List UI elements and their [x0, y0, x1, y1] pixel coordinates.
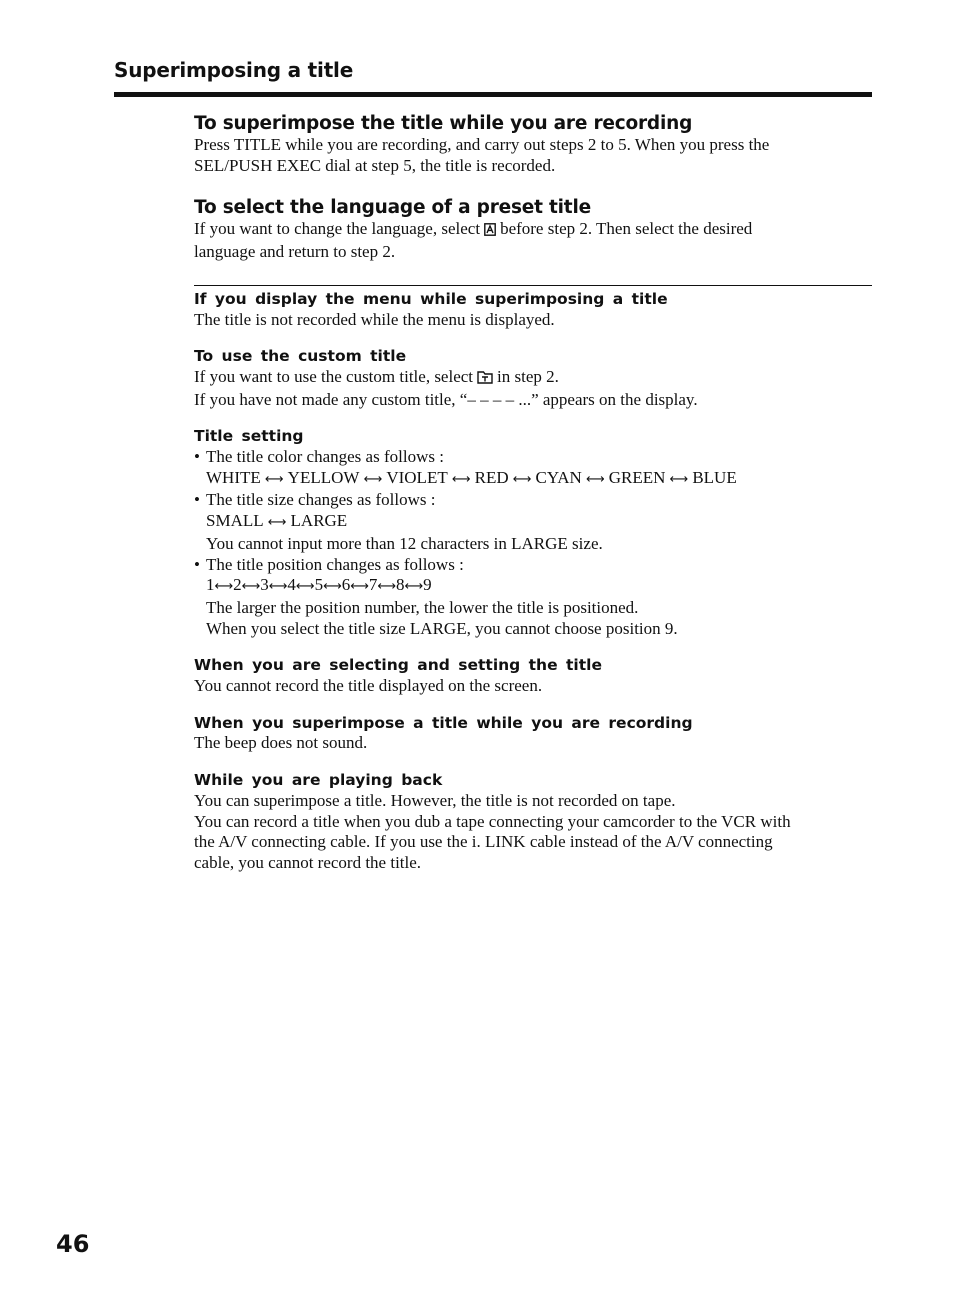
note-heading-superimpose-recording: When you superimpose a title while you are recording: [194, 713, 693, 732]
bullet-text: The title position changes as follows :: [206, 554, 464, 574]
position-note: When you select the title size LARGE, you cannot choose position 9.: [206, 618, 678, 638]
sequence-item: 6: [341, 575, 351, 595]
heading-select-language: To select the language of a preset title: [194, 197, 591, 219]
double-arrow-icon: ⟷: [350, 579, 369, 595]
header-rule: [114, 92, 872, 97]
text-span: before step 2. Then select the desired: [500, 219, 753, 239]
position-note: The larger the position number, the lower the title is positioned.: [206, 597, 639, 617]
bullet-item: [194, 490, 872, 511]
note-heading-selecting-setting: When you are selecting and setting the title: [194, 656, 602, 675]
paragraph-line: If you have not made any custom title, “– – – – ...” appears on the display.: [194, 389, 698, 409]
paragraph-line: Press TITLE while you are recording, and carry out steps 2 to 5. When you press the: [194, 135, 770, 154]
sequence-item: 8: [395, 575, 405, 595]
sequence-item: 4: [287, 575, 296, 595]
size-sequence: [194, 511, 872, 534]
heading-superimpose-while-recording: To superimpose the title while you are recording: [194, 113, 693, 134]
paragraph-line: SEL/PUSH EXEC dial at step 5, the title is recorded.: [194, 155, 556, 175]
double-arrow-icon: ⟷: [508, 471, 536, 487]
sequence-item: CYAN: [535, 467, 582, 487]
sequence-item: SMALL: [206, 511, 264, 531]
sequence-item: WHITE: [206, 467, 261, 487]
note-text: The beep does not sound.: [194, 733, 368, 753]
paragraph-line: language and return to step 2.: [194, 242, 396, 262]
sequence-item: 1: [206, 575, 215, 595]
color-sequence: [194, 468, 872, 491]
double-arrow-icon: ⟷: [665, 471, 693, 487]
sequence-item: 2: [233, 575, 242, 595]
double-arrow-icon: ⟷: [260, 471, 288, 487]
sequence-item: GREEN: [608, 467, 666, 487]
paragraph-line: [194, 219, 872, 242]
sequence-item: YELLOW: [287, 467, 360, 487]
sequence-item: VIOLET: [386, 467, 448, 487]
double-arrow-icon: ⟷: [404, 579, 424, 595]
sequence-item: 3: [260, 575, 269, 595]
double-arrow-icon: ⟷: [268, 579, 288, 595]
sequence-item: BLUE: [692, 467, 737, 487]
page-number: 46: [56, 1230, 90, 1258]
note-heading-title-setting: Title setting: [194, 427, 304, 446]
double-arrow-icon: ⟷: [214, 579, 234, 595]
double-arrow-icon: ⟷: [295, 579, 315, 595]
position-sequence: [194, 575, 872, 598]
double-arrow-icon: ⟷: [581, 471, 609, 487]
double-arrow-icon: ⟷: [263, 515, 291, 531]
note-text: The title is not recorded while the menu is displayed.: [194, 309, 555, 329]
bullet-symbol: •: [194, 554, 200, 574]
notes-divider: [194, 285, 872, 286]
note-heading-playing-back: While you are playing back: [194, 771, 443, 790]
preset-title-icon: [484, 221, 496, 242]
paragraph-line: the A/V connecting cable. If you use the i. LINK cable instead of the A/V connecting: [194, 832, 773, 852]
sequence-item: 5: [314, 575, 324, 595]
sequence-item: 7: [368, 575, 378, 595]
bullet-item: [194, 555, 872, 576]
bullet-symbol: •: [194, 447, 200, 467]
text-span: in step 2.: [497, 366, 559, 386]
paragraph-line: You can record a title when you dub a tape connecting your camcorder to the VCR with: [194, 811, 791, 831]
paragraph-line: [194, 367, 872, 390]
paragraph-line: You can superimpose a title. However, the title is not recorded on tape.: [194, 790, 676, 810]
double-arrow-icon: ⟷: [241, 579, 261, 595]
double-arrow-icon: ⟷: [377, 579, 396, 595]
sequence-item: RED: [474, 467, 509, 487]
sequence-item: 9: [423, 575, 432, 595]
text-span: If you want to change the language, select: [194, 219, 481, 239]
custom-title-icon: [477, 369, 493, 390]
bullet-symbol: •: [194, 490, 200, 510]
sequence-item: LARGE: [290, 511, 348, 531]
double-arrow-icon: ⟷: [447, 471, 475, 487]
note-heading-menu-display: If you display the menu while superimposing a title: [194, 289, 668, 308]
page-content: [194, 113, 872, 874]
note-heading-custom-title: To use the custom title: [194, 347, 407, 366]
size-note: You cannot input more than 12 characters in LARGE size.: [206, 533, 603, 553]
bullet-text: The title color changes as follows :: [206, 447, 444, 467]
bullet-item: [194, 447, 872, 468]
bullet-text: The title size changes as follows :: [206, 490, 436, 510]
section-header: Superimposing a title: [114, 58, 354, 82]
double-arrow-icon: ⟷: [359, 471, 387, 487]
note-text: You cannot record the title displayed on the screen.: [194, 676, 543, 696]
double-arrow-icon: ⟷: [323, 579, 342, 595]
text-span: If you want to use the custom title, select: [194, 366, 474, 386]
paragraph-line: cable, you cannot record the title.: [194, 852, 422, 872]
